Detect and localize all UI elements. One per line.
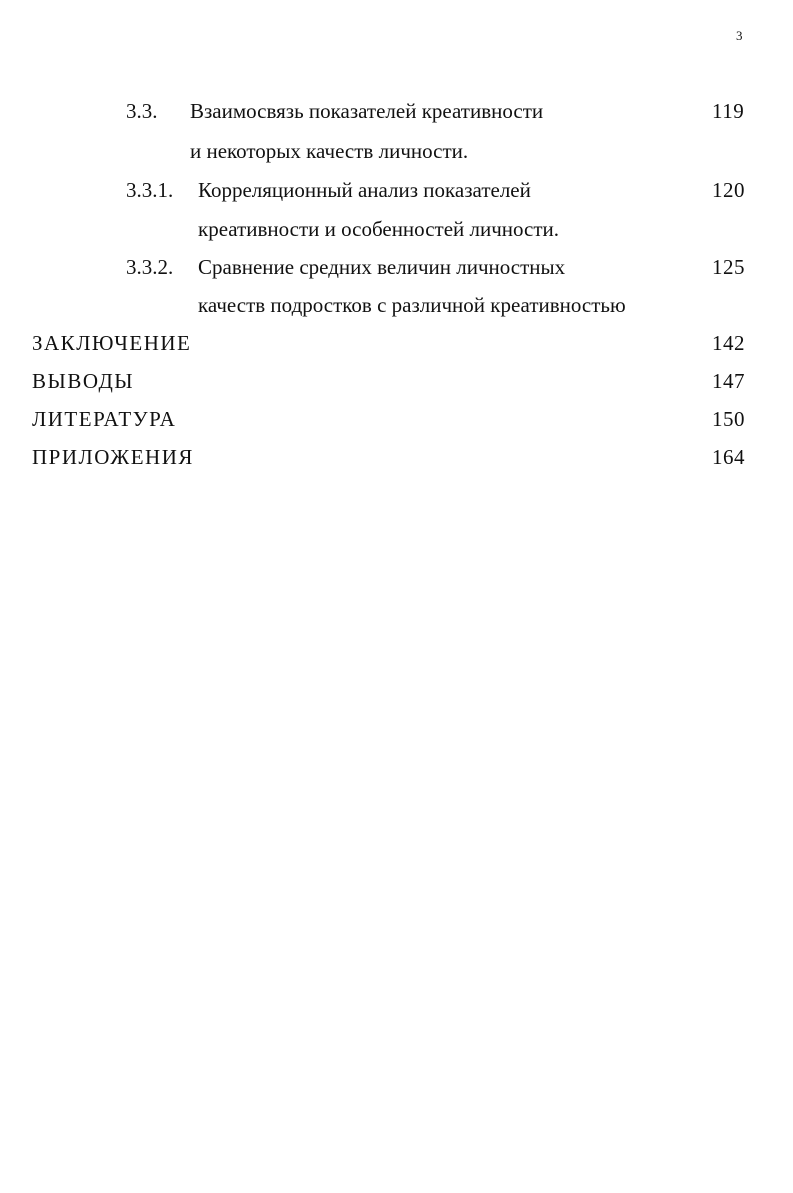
section-title: ЗАКЛЮЧЕНИЕ — [32, 331, 192, 355]
subsection-title: Взаимосвязь показателей креативности — [190, 99, 544, 123]
subsection-page: 120 — [712, 178, 745, 202]
subsection-page: 125 — [712, 255, 745, 279]
subsection-title-continuation: креативности и особенностей личности. — [198, 217, 560, 241]
section-title: ЛИТЕРАТУРА — [32, 407, 177, 431]
page-number: 3 — [736, 28, 743, 43]
subsection-page: 119 — [712, 99, 745, 123]
subsection-title-continuation: и некоторых качеств личности. — [190, 139, 469, 163]
subsection-title: Корреляционный анализ показателей — [198, 178, 531, 202]
subsection-number: 3.3.2. — [126, 255, 174, 279]
section-page: 147 — [712, 369, 745, 393]
section-title: ВЫВОДЫ — [32, 369, 135, 393]
section-page: 164 — [712, 445, 745, 469]
subsection-number: 3.3.1. — [126, 178, 174, 202]
section-page: 142 — [712, 331, 745, 355]
section-title: ПРИЛОЖЕНИЯ — [32, 445, 194, 469]
subsection-number: 3.3. — [126, 99, 158, 123]
section-page: 150 — [712, 407, 745, 431]
subsection-title-continuation: качеств подростков с различной креативностью — [198, 293, 626, 317]
subsection-title: Сравнение средних величин личностных — [198, 255, 566, 279]
